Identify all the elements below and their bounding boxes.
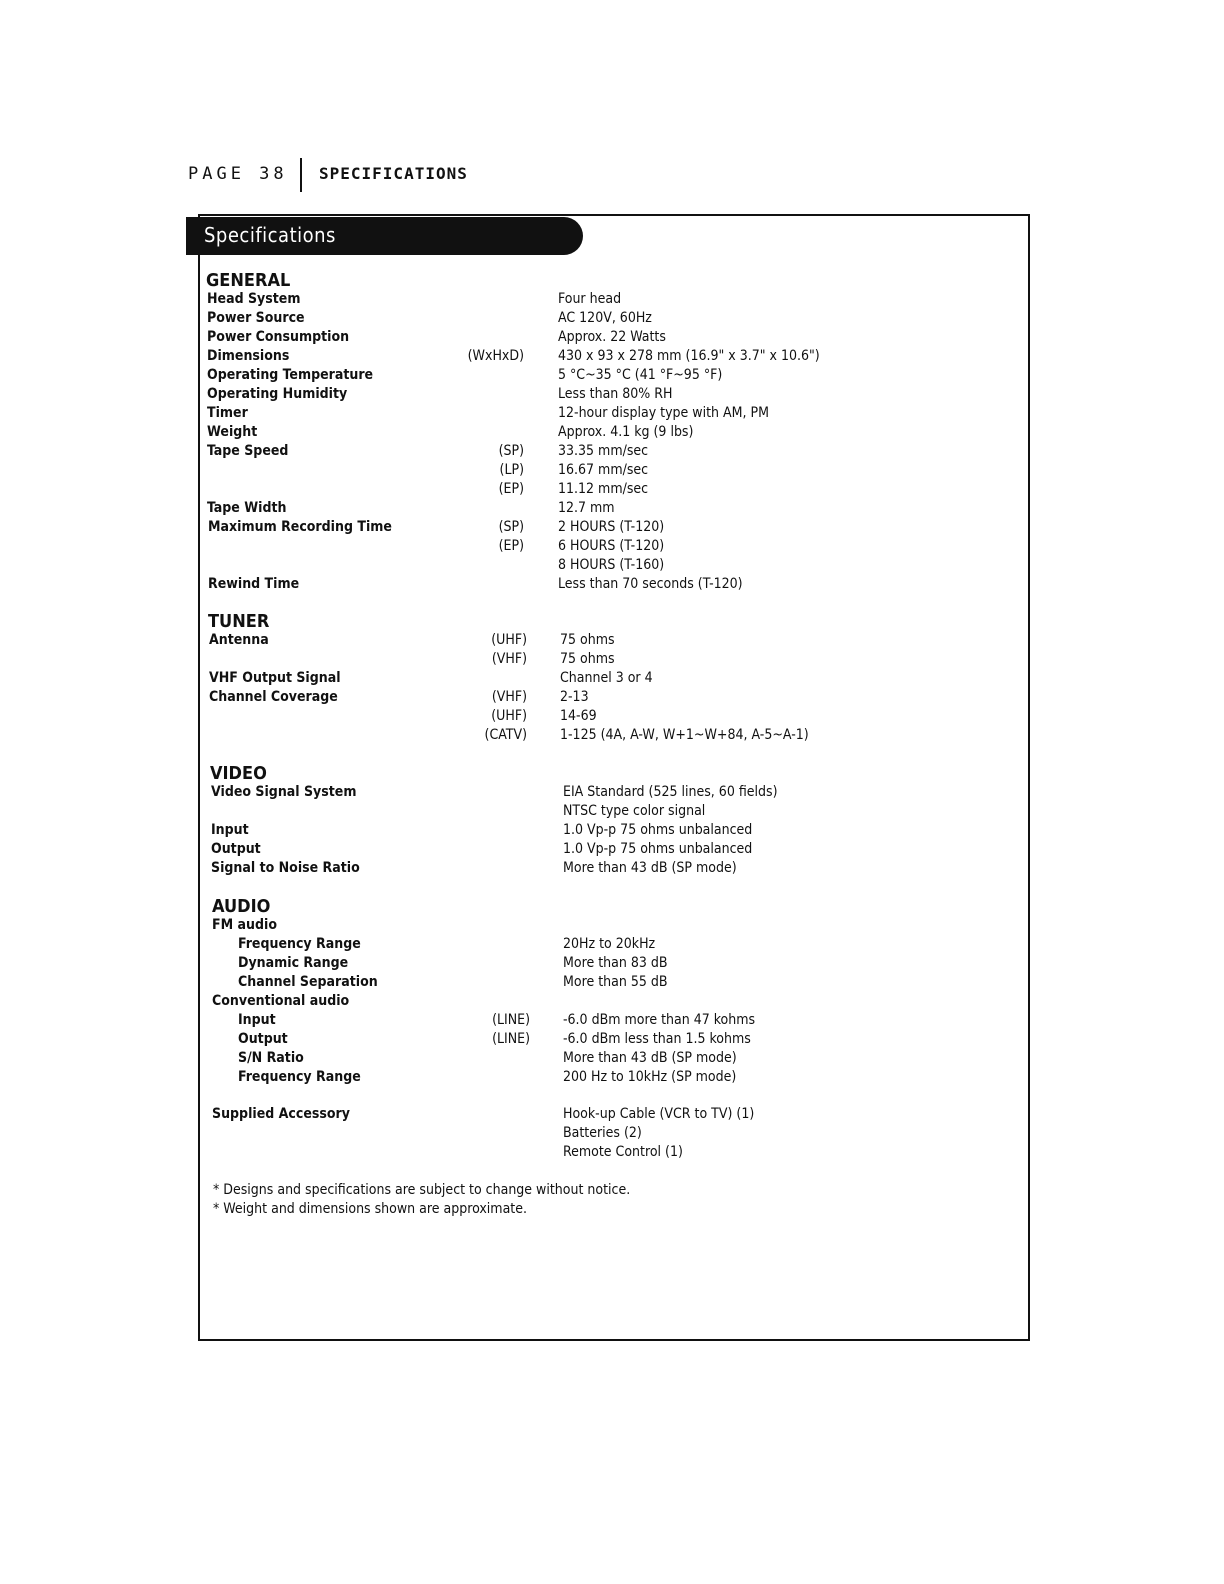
spec-value: 8 HOURS (T-160) <box>558 557 665 573</box>
spec-value: 20Hz to 20kHz <box>563 936 656 952</box>
spec-value: Approx. 22 Watts <box>558 329 666 345</box>
spec-row <box>212 1124 1010 1143</box>
spec-qualifier: (UHF) <box>491 632 527 648</box>
spec-label: Tape Speed <box>207 443 289 459</box>
spec-row <box>209 650 1010 669</box>
spec-value: 33.35 mm/sec <box>558 443 649 459</box>
spec-row <box>209 726 1010 745</box>
spec-label: S/N Ratio <box>238 1050 304 1066</box>
spec-label: Weight <box>207 424 258 440</box>
footnote: * Designs and specifications are subject to change without notice. <box>213 1182 631 1198</box>
spec-row <box>212 916 1010 935</box>
spec-row <box>207 442 1010 461</box>
spec-label: Channel Coverage <box>209 689 338 705</box>
spec-value: Approx. 4.1 kg (9 lbs) <box>558 424 694 440</box>
spec-row <box>207 461 1010 480</box>
spec-row <box>209 631 1010 650</box>
spec-label: Supplied Accessory <box>212 1106 350 1122</box>
spec-value: Remote Control (1) <box>563 1144 683 1160</box>
spec-qualifier: (LINE) <box>492 1031 530 1047</box>
spec-value: -6.0 dBm more than 47 kohms <box>563 1012 756 1028</box>
spec-row <box>207 480 1010 499</box>
spec-qualifier: (VHF) <box>491 651 527 667</box>
spec-value: 11.12 mm/sec <box>558 481 649 497</box>
page-header <box>188 158 588 194</box>
spec-value: 2 HOURS (T-120) <box>558 519 665 535</box>
spec-row <box>211 859 1010 878</box>
spec-row <box>238 954 1010 973</box>
spec-value: AC 120V, 60Hz <box>558 310 652 326</box>
spec-value: Batteries (2) <box>563 1125 642 1141</box>
spec-label: VHF Output Signal <box>209 670 341 686</box>
spec-label: Video Signal System <box>211 784 357 800</box>
spec-row <box>212 1105 1010 1124</box>
spec-row <box>238 1049 1010 1068</box>
footnote: * Weight and dimensions shown are approximate. <box>213 1201 527 1217</box>
spec-qualifier: (WxHxD) <box>467 348 524 364</box>
header-divider <box>300 158 302 192</box>
spec-label: Conventional audio <box>212 993 350 1009</box>
spec-qualifier: (EP) <box>498 538 524 554</box>
spec-value: Less than 70 seconds (T-120) <box>558 576 743 592</box>
spec-label: Channel Separation <box>238 974 378 990</box>
section-title-general: GENERAL <box>206 270 291 291</box>
spec-qualifier: (LINE) <box>492 1012 530 1028</box>
spec-qualifier: (EP) <box>498 481 524 497</box>
spec-row <box>211 821 1010 840</box>
page-number: PAGE 38 <box>188 164 288 184</box>
spec-qualifier: (CATV) <box>484 727 527 743</box>
spec-label: Antenna <box>209 632 269 648</box>
spec-value: 12-hour display type with AM, PM <box>558 405 769 421</box>
spec-qualifier: (VHF) <box>491 689 527 705</box>
spec-value: 16.67 mm/sec <box>558 462 649 478</box>
spec-value: 5 °C~35 °C (41 °F~95 °F) <box>558 367 723 383</box>
spec-value: 75 ohms <box>560 651 615 667</box>
spec-value: 6 HOURS (T-120) <box>558 538 665 554</box>
spec-value: 200 Hz to 10kHz (SP mode) <box>563 1069 737 1085</box>
spec-row <box>209 688 1010 707</box>
spec-value: 14-69 <box>560 708 597 724</box>
spec-label: Operating Temperature <box>207 367 374 383</box>
spec-value: More than 43 dB (SP mode) <box>563 860 737 876</box>
spec-label: Tape Width <box>207 500 287 516</box>
section-title-audio: AUDIO <box>212 896 271 917</box>
spec-row <box>212 1143 1010 1162</box>
spec-row <box>208 537 1010 556</box>
spec-value: Less than 80% RH <box>558 386 673 402</box>
spec-row <box>208 518 1010 537</box>
spec-label: Power Consumption <box>207 329 350 345</box>
spec-value: Channel 3 or 4 <box>560 670 653 686</box>
spec-row <box>238 1011 1010 1030</box>
spec-row <box>238 973 1010 992</box>
spec-row <box>207 328 1010 347</box>
spec-row <box>211 783 1010 802</box>
section-heading: SPECIFICATIONS <box>319 164 468 183</box>
spec-label: Maximum Recording Time <box>208 519 392 535</box>
spec-label: Input <box>238 1012 276 1028</box>
spec-qualifier: (SP) <box>498 519 524 535</box>
spec-row <box>207 347 1010 366</box>
section-title-video: VIDEO <box>210 763 267 784</box>
spec-value: EIA Standard (525 lines, 60 fields) <box>563 784 778 800</box>
spec-row <box>207 309 1010 328</box>
spec-row <box>207 385 1010 404</box>
spec-qualifier: (UHF) <box>491 708 527 724</box>
spec-value: 1-125 (4A, A-W, W+1~W+84, A-5~A-1) <box>560 727 809 743</box>
spec-value: More than 43 dB (SP mode) <box>563 1050 737 1066</box>
spec-value: 12.7 mm <box>558 500 615 516</box>
spec-label: Dynamic Range <box>238 955 349 971</box>
spec-label: Rewind Time <box>208 576 300 592</box>
spec-label: Dimensions <box>207 348 290 364</box>
spec-row <box>207 404 1010 423</box>
spec-label: Signal to Noise Ratio <box>211 860 360 876</box>
spec-label: Frequency Range <box>238 1069 361 1085</box>
spec-row <box>238 935 1010 954</box>
spec-row <box>238 1068 1010 1087</box>
spec-value: 1.0 Vp-p 75 ohms unbalanced <box>563 841 753 857</box>
spec-value: 430 x 93 x 278 mm (16.9" x 3.7" x 10.6") <box>558 348 820 364</box>
spec-value: 75 ohms <box>560 632 615 648</box>
spec-row <box>208 575 1010 594</box>
section-title-tuner: TUNER <box>208 611 270 632</box>
spec-row <box>207 423 1010 442</box>
spec-qualifier: (SP) <box>498 443 524 459</box>
spec-row <box>207 290 1010 309</box>
spec-label: Timer <box>207 405 248 421</box>
spec-value: More than 55 dB <box>563 974 668 990</box>
spec-label: Frequency Range <box>238 936 361 952</box>
spec-value: 1.0 Vp-p 75 ohms unbalanced <box>563 822 753 838</box>
spec-label: FM audio <box>212 917 277 933</box>
spec-value: Four head <box>558 291 622 307</box>
footnotes <box>213 1181 630 1219</box>
spec-value: -6.0 dBm less than 1.5 kohms <box>563 1031 751 1047</box>
spec-label: Power Source <box>207 310 305 326</box>
spec-label: Operating Humidity <box>207 386 348 402</box>
spec-value: More than 83 dB <box>563 955 668 971</box>
spec-value: NTSC type color signal <box>563 803 706 819</box>
spec-value: Hook-up Cable (VCR to TV) (1) <box>563 1106 755 1122</box>
spec-row <box>208 556 1010 575</box>
spec-row <box>207 499 1010 518</box>
spec-value: 2-13 <box>560 689 589 705</box>
spec-label: Head System <box>207 291 301 307</box>
spec-row <box>211 840 1010 859</box>
spec-row <box>212 992 1010 1011</box>
spec-label: Input <box>211 822 249 838</box>
spec-label: Output <box>238 1031 288 1047</box>
spec-qualifier: (LP) <box>499 462 524 478</box>
spec-row <box>209 707 1010 726</box>
spec-row <box>209 669 1010 688</box>
spec-row <box>238 1030 1010 1049</box>
spec-row <box>211 802 1010 821</box>
spec-label: Output <box>211 841 261 857</box>
specifications-banner: Specifications <box>186 217 583 255</box>
spec-row <box>207 366 1010 385</box>
